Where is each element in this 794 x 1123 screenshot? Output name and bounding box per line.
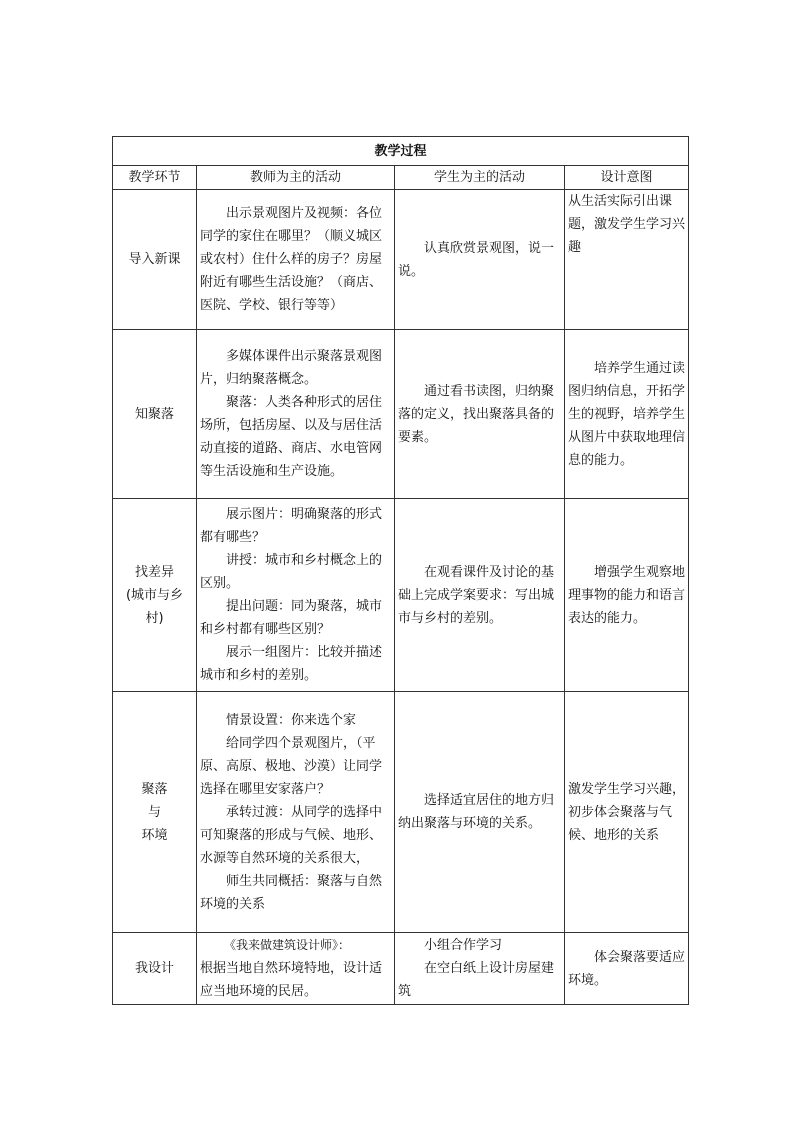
table-row <box>113 499 689 692</box>
intent-text: 从生活实际引出课题，激发学生学习兴趣 <box>568 194 686 255</box>
teacher-cell <box>197 692 395 933</box>
header-stage: 教学环节 <box>113 166 197 190</box>
lesson-plan-table <box>112 136 689 1005</box>
teacher-text: 提出问题：同为聚落，城市和乡村都有哪些区别？ <box>200 599 383 637</box>
table-row <box>113 692 689 933</box>
header-teacher: 教师为主的活动 <box>197 166 395 190</box>
student-text: 通过看书读图，归纳聚落的定义，找出聚落具备的要素。 <box>398 383 555 445</box>
teacher-text: 《我来做建筑设计师》： <box>224 938 351 952</box>
table-row <box>113 330 689 499</box>
student-cell <box>395 933 565 1005</box>
intent-cell <box>565 330 689 499</box>
stage-cell <box>113 499 197 692</box>
intent-text: 激发学生学习兴趣，初步体会聚落与气候、地形的关系 <box>568 781 686 843</box>
teacher-cell <box>197 933 395 1005</box>
teacher-text: 聚落：人类各种形式的居住场所，包括房屋、以及与居住活动直接的道路、商店、水电管网等生活设施和生产设施。 <box>200 395 383 479</box>
teacher-text: 根据当地自然环境特地，设计适应当地环境的民居。 <box>200 961 383 999</box>
student-cell <box>395 190 565 330</box>
student-text: 认真欣赏景观图，说一说。 <box>398 240 555 279</box>
stage-cell: 知聚落 <box>113 330 197 499</box>
teacher-text: 出示景观图片及视频：各位同学的家住在哪里？（顺义城区或农村）住什么样的房子？房屋附近有哪些生活设施？（商店、医院、学校、银行等等） <box>200 206 383 313</box>
intent-cell <box>565 190 689 330</box>
student-cell <box>395 499 565 692</box>
intent-cell <box>565 933 689 1005</box>
header-student: 学生为主的活动 <box>395 166 565 190</box>
header-row <box>113 166 689 190</box>
intent-cell <box>565 499 689 692</box>
teacher-text: 展示一组图片：比较并描述城市和乡村的差别。 <box>200 645 383 683</box>
teacher-text: 讲授：城市和乡村概念上的区别。 <box>200 553 383 591</box>
student-text: 选择适宜居住的地方归纳出聚落与环境的关系。 <box>398 793 555 831</box>
table-row <box>113 933 689 1005</box>
teacher-cell <box>197 499 395 692</box>
intent-text: 培养学生通过读图归纳信息，开拓学生的视野，培养学生从图片中获取地理信息的能力。 <box>568 360 686 468</box>
stage-cell: 我设计 <box>113 933 197 1005</box>
intent-text: 增强学生观察地理事物的能力和语言表达的能力。 <box>568 564 686 626</box>
student-cell <box>395 330 565 499</box>
intent-text: 体会聚落要适应环境。 <box>568 949 686 988</box>
student-text: 小组合作学习 <box>424 938 503 953</box>
stage-line: (城市与乡 <box>125 587 184 603</box>
teacher-text: 多媒体课件出示聚落景观图片，归纳聚落概念。 <box>200 349 383 387</box>
table-row <box>113 190 689 330</box>
teacher-text: 师生共同概括：聚落与自然环境的关系 <box>200 873 383 912</box>
teacher-cell <box>197 190 395 330</box>
teacher-text: 情景设置：你来选个家 <box>226 712 357 728</box>
header-intent: 设计意图 <box>565 166 689 190</box>
teacher-text: 展示图片：明确聚落的形式都有哪些？ <box>200 507 383 545</box>
stage-line: 村) <box>145 610 164 626</box>
stage-line: 聚落 <box>141 781 168 797</box>
stage-line: 环境 <box>141 827 168 843</box>
stage-cell <box>113 692 197 933</box>
stage-line: 与 <box>147 804 161 820</box>
intent-cell <box>565 692 689 933</box>
student-text: 在空白纸上设计房屋建筑 <box>398 961 555 999</box>
student-cell <box>395 692 565 933</box>
teacher-text: 承转过渡：从同学的选择中可知聚落的形成与气候、地形、水源等自然环境的关系很大， <box>200 804 383 866</box>
table-title: 教学过程 <box>113 137 689 166</box>
teacher-text: 给同学四个景观图片，（平原、高原、极地、沙漠）让同学选择在哪里安家落户？ <box>200 735 383 797</box>
stage-line: 找差异 <box>134 564 174 580</box>
teacher-cell <box>197 330 395 499</box>
stage-cell: 导入新课 <box>113 190 197 330</box>
student-text: 在观看课件及讨论的基础上完成学案要求：写出城市与乡村的差别。 <box>398 564 555 626</box>
